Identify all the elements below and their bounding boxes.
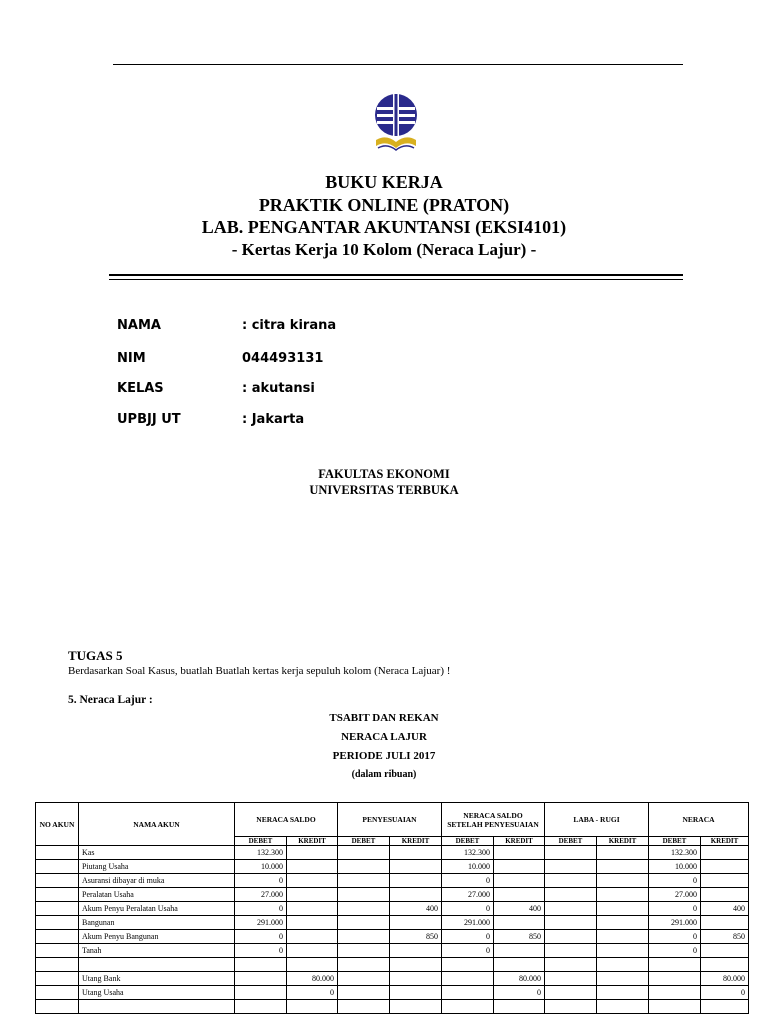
upbjj-value: : Jakarta	[242, 412, 305, 427]
amount-cell	[287, 860, 338, 874]
account-name-cell: Tanah	[79, 944, 235, 958]
amount-cell: 0	[649, 930, 701, 944]
table-row	[36, 972, 749, 986]
amount-cell	[597, 1000, 649, 1014]
account-name-cell	[79, 958, 235, 972]
amount-cell	[442, 972, 494, 986]
amount-cell: 850	[390, 930, 442, 944]
account-name-cell: Piutang Usaha	[79, 860, 235, 874]
doc-subtitle: - Kertas Kerja 10 Kolom (Neraca Lajur) -	[231, 240, 537, 259]
account-number-cell	[36, 888, 79, 902]
amount-cell	[442, 986, 494, 1000]
amount-cell	[287, 1000, 338, 1014]
amount-cell: 0	[649, 874, 701, 888]
upbjj-label: UPBJJ UT	[117, 412, 181, 427]
amount-cell	[597, 846, 649, 860]
amount-cell	[390, 944, 442, 958]
amount-cell: 27.000	[235, 888, 287, 902]
group-header-neraca: NERACA	[649, 803, 749, 837]
doc-title-line1: BUKU KERJA	[325, 172, 443, 192]
amount-cell	[701, 944, 749, 958]
sub-header-kredit: KREDIT	[597, 837, 649, 846]
account-name-cell: Utang Usaha	[79, 986, 235, 1000]
amount-cell	[287, 874, 338, 888]
amount-cell	[235, 958, 287, 972]
amount-cell: 0	[701, 986, 749, 1000]
sub-header-kredit: KREDIT	[494, 837, 545, 846]
amount-cell	[338, 944, 390, 958]
amount-cell	[494, 874, 545, 888]
col-header-no-akun: NO AKUN	[36, 803, 79, 846]
amount-cell	[494, 944, 545, 958]
sub-header-debet: DEBET	[545, 837, 597, 846]
amount-cell	[597, 972, 649, 986]
account-name-cell: Akum Penyu Peralatan Usaha	[79, 902, 235, 916]
amount-cell: 0	[649, 944, 701, 958]
amount-cell: 10.000	[649, 860, 701, 874]
amount-cell	[390, 888, 442, 902]
account-name-cell: Asuransi dibayar di muka	[79, 874, 235, 888]
amount-cell	[287, 958, 338, 972]
amount-cell	[701, 888, 749, 902]
worksheet-unit: (dalam ribuan)	[351, 769, 417, 780]
amount-cell	[701, 958, 749, 972]
amount-cell	[701, 860, 749, 874]
amount-cell: 0	[442, 902, 494, 916]
university-name: UNIVERSITAS TERBUKA	[309, 483, 459, 497]
name-value: : citra kirana	[242, 318, 337, 333]
header-rule-thin	[109, 279, 683, 280]
amount-cell: 0	[235, 930, 287, 944]
account-number-cell	[36, 944, 79, 958]
amount-cell	[545, 930, 597, 944]
amount-cell	[287, 916, 338, 930]
amount-cell	[235, 972, 287, 986]
faculty-name: FAKULTAS EKONOMI	[318, 467, 450, 481]
class-label: KELAS	[117, 381, 164, 396]
amount-cell	[287, 944, 338, 958]
table-row	[36, 846, 749, 860]
table-row	[36, 944, 749, 958]
amount-cell	[338, 902, 390, 916]
account-number-cell	[36, 930, 79, 944]
amount-cell	[494, 958, 545, 972]
amount-cell	[390, 874, 442, 888]
class-value: : akutansi	[242, 381, 315, 396]
amount-cell	[597, 874, 649, 888]
amount-cell	[494, 916, 545, 930]
amount-cell	[287, 902, 338, 916]
amount-cell	[338, 986, 390, 1000]
amount-cell: 27.000	[442, 888, 494, 902]
amount-cell	[597, 958, 649, 972]
col-header-nama-akun: NAMA AKUN	[79, 803, 235, 846]
table-row	[36, 888, 749, 902]
amount-cell	[338, 972, 390, 986]
amount-cell	[597, 986, 649, 1000]
doc-title-line2: PRAKTIK ONLINE (PRATON)	[258, 195, 510, 215]
amount-cell	[545, 860, 597, 874]
amount-cell	[235, 1000, 287, 1014]
amount-cell	[235, 986, 287, 1000]
sub-header-debet: DEBET	[338, 837, 390, 846]
amount-cell: 0	[442, 930, 494, 944]
amount-cell: 0	[287, 986, 338, 1000]
amount-cell	[545, 888, 597, 902]
nim-label: NIM	[117, 351, 146, 366]
university-logo-icon	[370, 90, 422, 154]
worksheet-company: TSABIT DAN REKAN	[329, 712, 439, 724]
amount-cell	[597, 860, 649, 874]
amount-cell	[597, 916, 649, 930]
amount-cell	[390, 916, 442, 930]
amount-cell	[442, 958, 494, 972]
amount-cell: 0	[235, 902, 287, 916]
amount-cell	[390, 986, 442, 1000]
amount-cell	[338, 874, 390, 888]
header-rule-thick	[109, 274, 683, 276]
amount-cell	[390, 972, 442, 986]
account-number-cell	[36, 986, 79, 1000]
amount-cell: 0	[442, 874, 494, 888]
group-header-laba-rugi: LABA - RUGI	[545, 803, 649, 837]
account-name-cell: Peralatan Usaha	[79, 888, 235, 902]
amount-cell: 400	[494, 902, 545, 916]
amount-cell	[701, 874, 749, 888]
amount-cell	[597, 930, 649, 944]
account-number-cell	[36, 874, 79, 888]
sub-header-kredit: KREDIT	[390, 837, 442, 846]
amount-cell: 850	[701, 930, 749, 944]
table-row	[36, 1000, 749, 1014]
table-row	[36, 916, 749, 930]
amount-cell: 132.300	[235, 846, 287, 860]
amount-cell	[390, 1000, 442, 1014]
sub-header-debet: DEBET	[442, 837, 494, 846]
amount-cell: 400	[701, 902, 749, 916]
amount-cell	[338, 888, 390, 902]
amount-cell	[338, 930, 390, 944]
amount-cell	[338, 958, 390, 972]
amount-cell: 291.000	[235, 916, 287, 930]
account-number-cell	[36, 958, 79, 972]
account-number-cell	[36, 1000, 79, 1014]
amount-cell	[545, 958, 597, 972]
amount-cell: 80.000	[287, 972, 338, 986]
amount-cell	[545, 944, 597, 958]
amount-cell: 27.000	[649, 888, 701, 902]
amount-cell	[545, 986, 597, 1000]
amount-cell	[494, 846, 545, 860]
group-header-penyesuaian: PENYESUAIAN	[338, 803, 442, 837]
amount-cell	[442, 1000, 494, 1014]
account-number-cell	[36, 860, 79, 874]
account-name-cell	[79, 1000, 235, 1014]
doc-title-line3: LAB. PENGANTAR AKUNTANSI (EKSI4101)	[201, 217, 567, 237]
account-number-cell	[36, 972, 79, 986]
task-title: TUGAS 5	[68, 648, 123, 663]
amount-cell	[597, 902, 649, 916]
worksheet-table	[35, 802, 749, 1014]
task-description: Berdasarkan Soal Kasus, buatlah Buatlah kertas kerja sepuluh kolom (Neraca Lajuar) !	[68, 665, 451, 677]
amount-cell	[701, 1000, 749, 1014]
amount-cell: 0	[494, 986, 545, 1000]
amount-cell: 291.000	[649, 916, 701, 930]
table-row	[36, 930, 749, 944]
amount-cell: 850	[494, 930, 545, 944]
account-number-cell	[36, 902, 79, 916]
amount-cell	[338, 916, 390, 930]
amount-cell	[338, 860, 390, 874]
amount-cell	[338, 1000, 390, 1014]
amount-cell	[545, 846, 597, 860]
nim-value: 044493131	[242, 351, 324, 366]
amount-cell	[649, 958, 701, 972]
table-row	[36, 986, 749, 1000]
amount-cell: 0	[649, 902, 701, 916]
table-row	[36, 874, 749, 888]
amount-cell	[390, 958, 442, 972]
worksheet-period: PERIODE JULI 2017	[332, 750, 436, 762]
amount-cell	[390, 860, 442, 874]
group-header-neraca-saldo: NERACA SALDO	[235, 803, 338, 837]
amount-cell: 132.300	[649, 846, 701, 860]
group-header-neraca-saldo-setelah: NERACA SALDO SETELAH PENYESUAIAN	[442, 803, 545, 837]
amount-cell	[494, 1000, 545, 1014]
amount-cell: 132.300	[442, 846, 494, 860]
amount-cell	[545, 972, 597, 986]
top-rule	[113, 64, 683, 65]
sub-header-debet: DEBET	[235, 837, 287, 846]
account-name-cell: Utang Bank	[79, 972, 235, 986]
amount-cell	[545, 1000, 597, 1014]
amount-cell	[701, 916, 749, 930]
amount-cell: 0	[235, 944, 287, 958]
amount-cell: 0	[442, 944, 494, 958]
amount-cell: 0	[235, 874, 287, 888]
amount-cell: 80.000	[701, 972, 749, 986]
sub-header-debet: DEBET	[649, 837, 701, 846]
name-label: NAMA	[117, 318, 161, 333]
amount-cell: 80.000	[494, 972, 545, 986]
amount-cell	[494, 860, 545, 874]
account-number-cell	[36, 916, 79, 930]
table-row	[36, 902, 749, 916]
amount-cell	[287, 846, 338, 860]
sub-header-kredit: KREDIT	[701, 837, 749, 846]
amount-cell	[545, 874, 597, 888]
amount-cell	[287, 930, 338, 944]
amount-cell	[649, 1000, 701, 1014]
amount-cell: 10.000	[442, 860, 494, 874]
amount-cell	[390, 846, 442, 860]
sub-header-kredit: KREDIT	[287, 837, 338, 846]
section-title: 5. Neraca Lajur :	[68, 694, 153, 706]
amount-cell	[597, 888, 649, 902]
amount-cell	[701, 846, 749, 860]
account-name-cell: Akum Penyu Bangunan	[79, 930, 235, 944]
amount-cell	[649, 986, 701, 1000]
account-name-cell: Kas	[79, 846, 235, 860]
amount-cell	[545, 902, 597, 916]
account-number-cell	[36, 846, 79, 860]
amount-cell: 10.000	[235, 860, 287, 874]
amount-cell: 291.000	[442, 916, 494, 930]
amount-cell	[338, 846, 390, 860]
amount-cell	[494, 888, 545, 902]
amount-cell: 400	[390, 902, 442, 916]
amount-cell	[545, 916, 597, 930]
amount-cell	[287, 888, 338, 902]
amount-cell	[649, 972, 701, 986]
worksheet-name: NERACA LAJUR	[341, 731, 427, 743]
table-row	[36, 860, 749, 874]
table-row	[36, 958, 749, 972]
account-name-cell: Bangunan	[79, 916, 235, 930]
amount-cell	[597, 944, 649, 958]
